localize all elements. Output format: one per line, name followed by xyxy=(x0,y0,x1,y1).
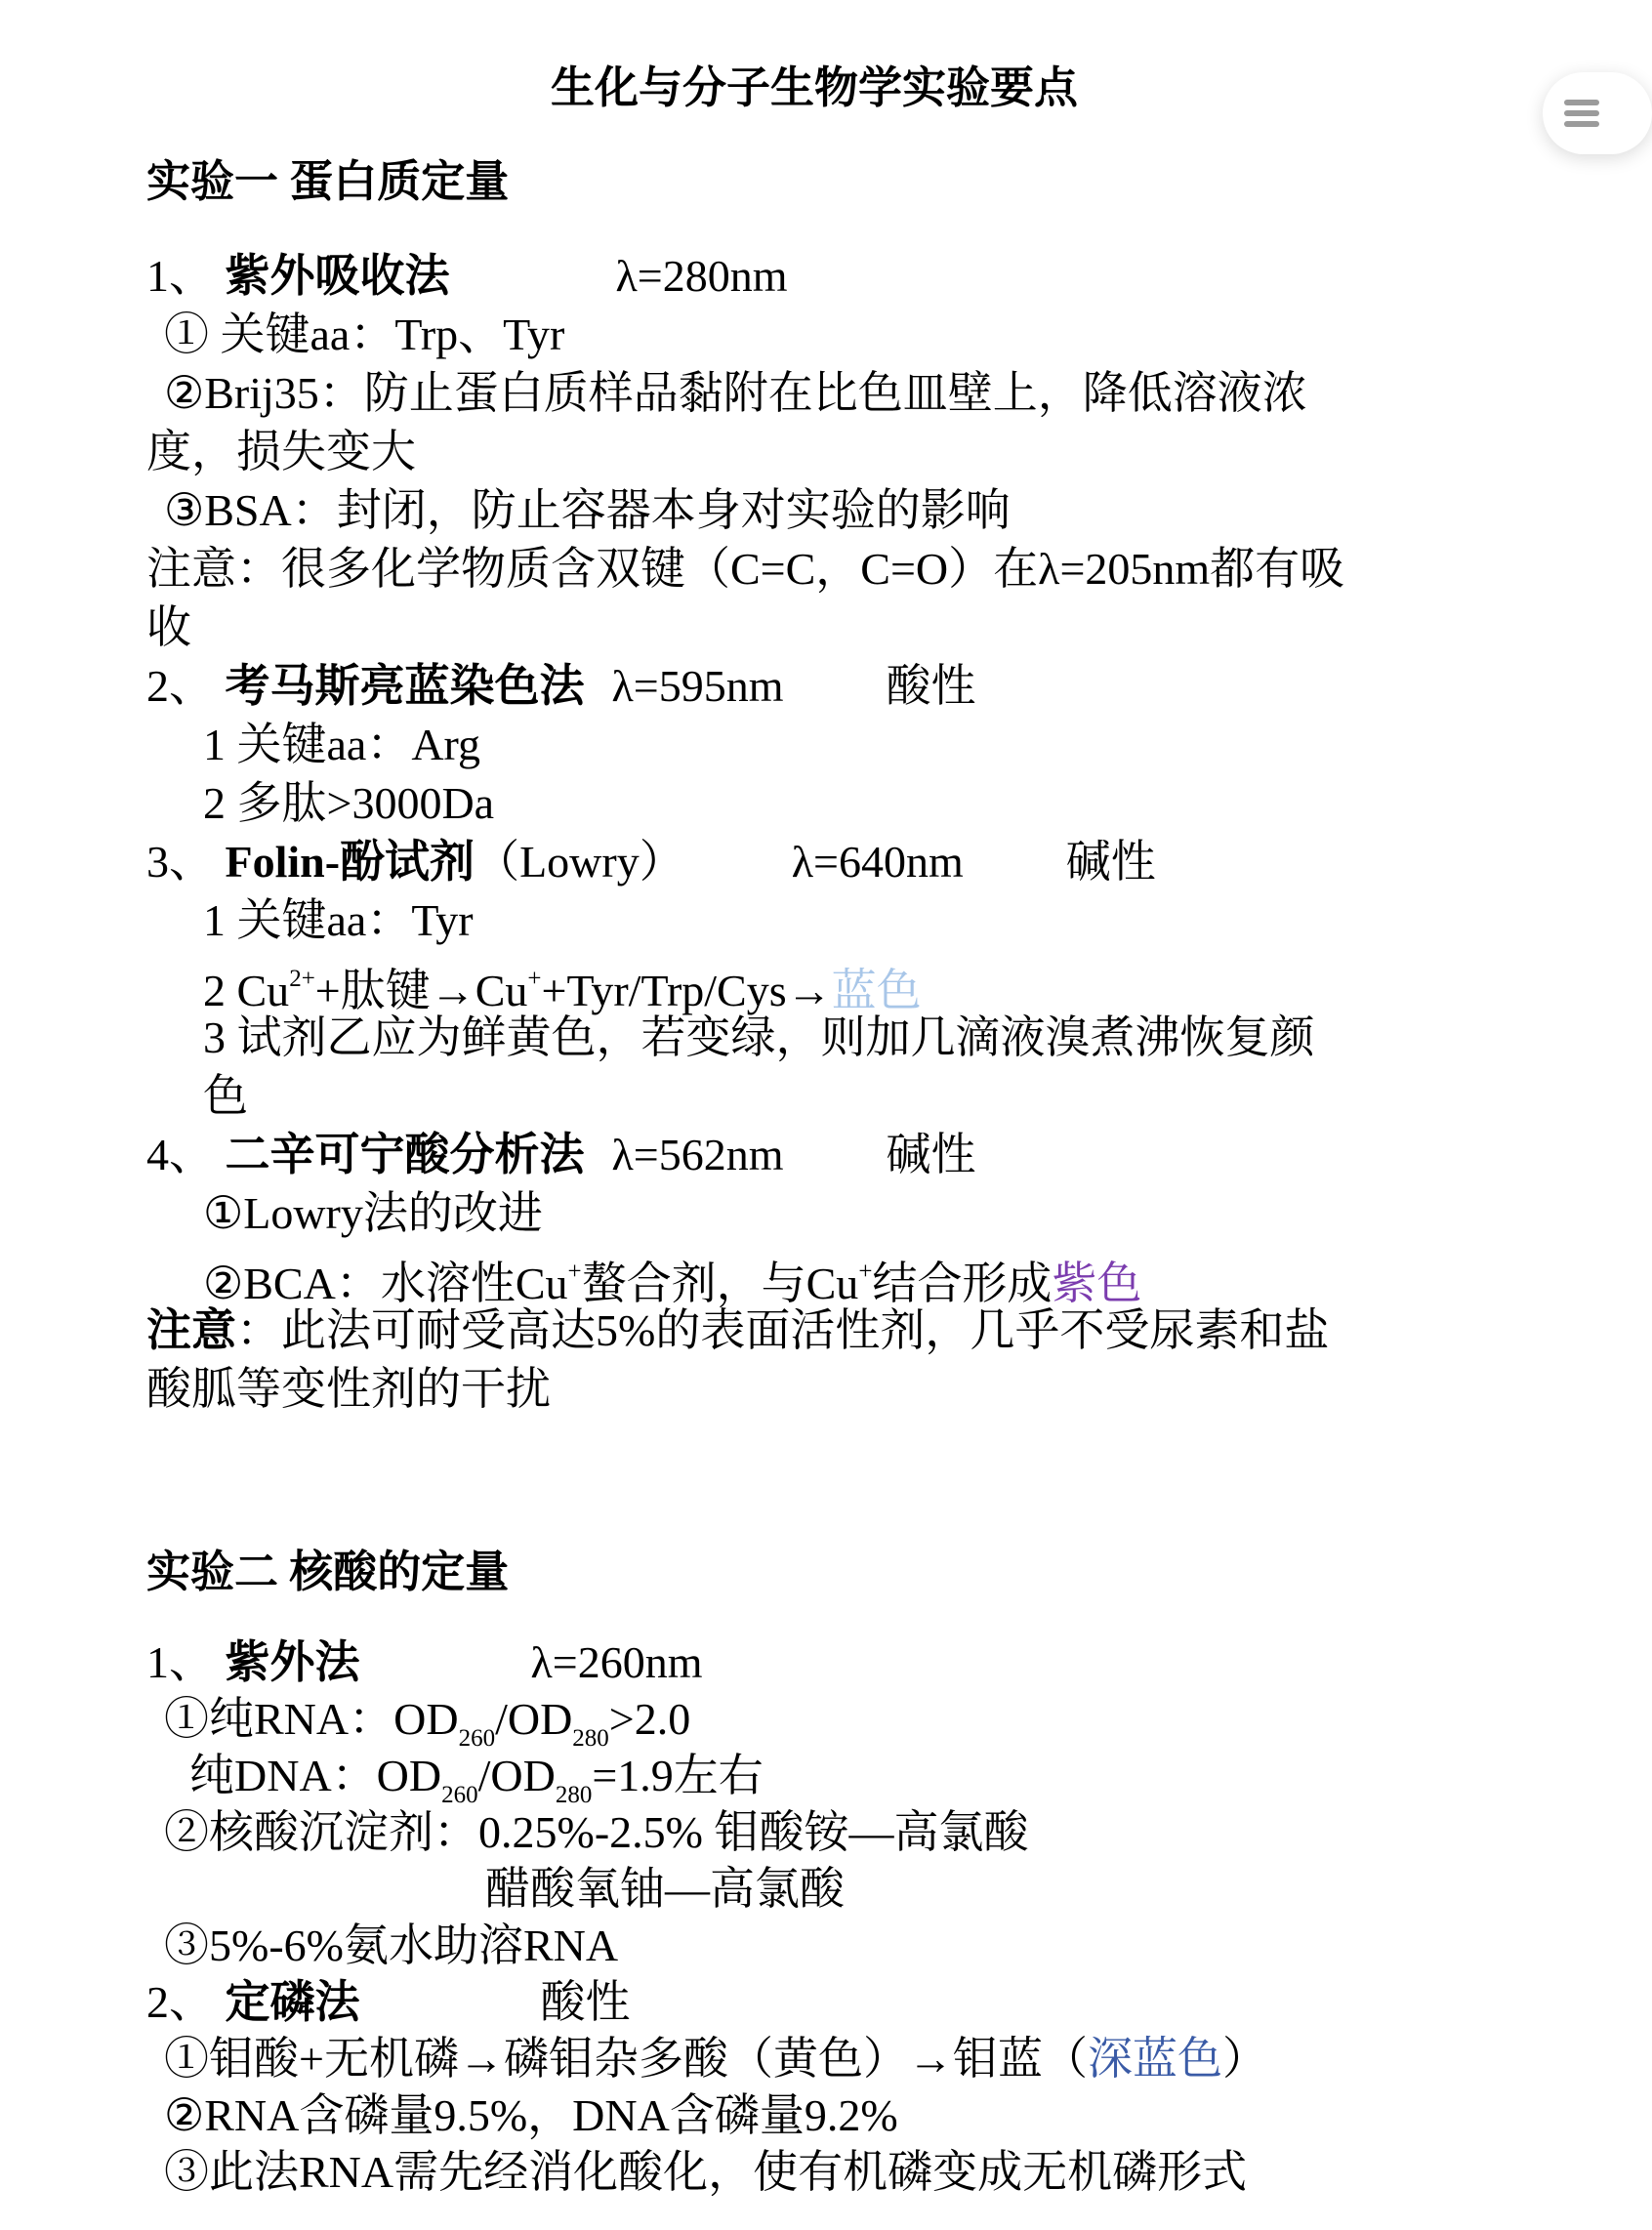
text-segment: 注意：很多化学物质含双键（C=C，C=O）在λ=205nm都有吸 xyxy=(146,544,1345,594)
text-segment: /OD xyxy=(477,1751,556,1800)
text-line xyxy=(146,306,1521,364)
text-segment: 2 多肽>3000Da xyxy=(203,778,495,828)
spacer xyxy=(784,700,887,701)
text-segment: ①Lowry法的改进 xyxy=(203,1188,543,1238)
text-line xyxy=(146,891,1521,950)
text-segment: 紫色 xyxy=(1052,1259,1142,1308)
text-segment: （Lowry） xyxy=(475,837,684,887)
text-line xyxy=(146,2087,1521,2144)
text-line xyxy=(146,1861,1521,1918)
spacer xyxy=(784,1169,887,1170)
text-segment: 酸胍等变性剂的干扰 xyxy=(146,1364,551,1414)
text-segment: 酸性 xyxy=(886,661,976,711)
text-segment: >2.0 xyxy=(608,1694,691,1744)
text-segment: 2、 xyxy=(146,1977,226,2027)
text-segment: + xyxy=(567,1259,582,1285)
text-line xyxy=(146,1243,1521,1308)
text-segment: 1、 xyxy=(146,1637,226,1687)
spacer xyxy=(360,2016,541,2017)
text-segment: 螯合剂，与Cu xyxy=(581,1259,859,1308)
spacer xyxy=(585,1169,612,1170)
text-segment: 收 xyxy=(146,602,191,652)
text-line xyxy=(146,833,1521,891)
text-segment: ①钼酸+无机磷→磷钼杂多酸（黄色）→钼蓝（ xyxy=(164,2034,1088,2084)
text-line xyxy=(146,1634,1521,1691)
text-segment: +Tyr/Trp/Cys→ xyxy=(541,966,832,1015)
text-line xyxy=(146,1009,1521,1067)
text-segment: 3 试剂乙应为鲜黄色，若变绿，则加几滴液溴煮沸恢复颜 xyxy=(203,1012,1315,1062)
text-segment: Folin-酚试剂 xyxy=(225,837,475,887)
text-segment: ②BCA：水溶性Cu xyxy=(203,1259,568,1308)
text-segment: 1 关键aa：Arg xyxy=(203,720,481,769)
text-line xyxy=(146,1360,1521,1419)
menu-bar xyxy=(1564,110,1599,116)
text-segment: 二辛可宁酸分析法 xyxy=(225,1130,585,1179)
text-line xyxy=(146,1974,1521,2031)
text-segment: 1 关键aa：Tyr xyxy=(203,895,474,945)
text-line xyxy=(146,1748,1521,1808)
text-line xyxy=(146,423,1521,481)
text-segment: λ=260nm xyxy=(530,1637,703,1687)
text-segment: 考马斯亮蓝染色法 xyxy=(225,661,585,711)
spacer xyxy=(450,290,616,291)
spacer xyxy=(684,876,792,877)
text-segment: 4、 xyxy=(146,1130,226,1179)
text-line xyxy=(146,481,1521,540)
text-segment: 280 xyxy=(572,1725,609,1752)
text-segment: λ=595nm xyxy=(611,661,784,711)
text-segment: 蓝色 xyxy=(831,966,922,1015)
menu-button[interactable] xyxy=(1543,72,1652,154)
text-line xyxy=(146,2031,1521,2087)
text-segment: ① 关键aa：Trp、Tyr xyxy=(164,310,565,359)
text-segment: 2+ xyxy=(289,966,315,992)
section-heading: 实验二 核酸的定量 xyxy=(146,1548,510,1596)
document-body xyxy=(0,152,1629,2201)
text-segment: 260 xyxy=(458,1725,496,1752)
text-segment: ：此法可耐受高达5%的表面活性剂，几乎不受尿素和盐 xyxy=(236,1305,1330,1355)
text-segment: 色 xyxy=(203,1071,248,1121)
text-line xyxy=(146,950,1521,1015)
text-line xyxy=(146,1184,1521,1243)
text-segment: 碱性 xyxy=(886,1130,976,1179)
text-segment: 酸性 xyxy=(540,1977,631,2027)
text-line xyxy=(146,1691,1521,1752)
text-segment: λ=640nm xyxy=(791,837,964,887)
text-segment: 紫外吸收法 xyxy=(225,251,450,301)
text-segment: 度，损失变大 xyxy=(146,427,416,476)
text-line xyxy=(146,1918,1521,1974)
text-segment: 紫外法 xyxy=(225,1637,360,1687)
notes-page xyxy=(0,59,1629,2230)
text-segment: +肽键→Cu xyxy=(314,966,528,1015)
document-title: 生化与分子生物学实验要点 xyxy=(550,63,1078,112)
text-line xyxy=(146,1067,1521,1126)
section xyxy=(146,152,1521,1419)
text-segment: + xyxy=(527,966,542,992)
text-segment: 深蓝色 xyxy=(1087,2034,1222,2084)
text-segment: 纯DNA：OD xyxy=(189,1751,442,1800)
text-segment: 280 xyxy=(555,1782,593,1808)
text-segment: 注意 xyxy=(146,1305,236,1355)
text-segment: ②核酸沉淀剂：0.25%-2.5% 钼酸铵—高氯酸 xyxy=(164,1807,1029,1857)
text-line xyxy=(146,1301,1521,1360)
text-line xyxy=(146,599,1521,657)
text-segment: 结合形成 xyxy=(872,1259,1053,1308)
text-segment: + xyxy=(858,1259,873,1285)
text-segment: 2 Cu xyxy=(203,966,290,1015)
text-segment: 1、 xyxy=(146,251,226,301)
text-segment: λ=562nm xyxy=(611,1130,784,1179)
text-segment: ③5%-6%氨水助溶RNA xyxy=(164,1920,619,1970)
text-segment: =1.9左右 xyxy=(592,1751,764,1800)
text-segment: ②RNA含磷量9.5%，DNA含磷量9.2% xyxy=(164,2090,898,2140)
text-segment: ③此法RNA需先经消化酸化，使有机磷变成无机磷形式 xyxy=(164,2147,1248,2197)
text-line xyxy=(146,1126,1521,1184)
hamburger-icon xyxy=(1564,100,1599,127)
text-segment: λ=280nm xyxy=(615,251,788,301)
text-line xyxy=(146,540,1521,599)
spacer xyxy=(585,700,612,701)
spacer xyxy=(964,876,1066,877)
menu-bar xyxy=(1564,121,1599,127)
text-segment: 260 xyxy=(441,1782,478,1808)
text-segment: 3、 xyxy=(146,837,226,887)
section-heading: 实验一 蛋白质定量 xyxy=(146,157,510,206)
text-segment: ①纯RNA：OD xyxy=(164,1694,459,1744)
text-line xyxy=(146,774,1521,833)
text-line xyxy=(146,247,1521,306)
text-segment: ②Brij35：防止蛋白质样品黏附在比色皿壁上，降低溶液浓 xyxy=(164,368,1307,418)
text-segment: 醋酸氧铀—高氯酸 xyxy=(485,1864,845,1914)
text-line xyxy=(146,364,1521,423)
text-segment: ③BSA：封闭，防止容器本身对实验的影响 xyxy=(164,485,1011,535)
text-line xyxy=(146,1804,1521,1861)
text-line xyxy=(146,2144,1521,2201)
text-segment: 碱性 xyxy=(1065,837,1156,887)
menu-bar xyxy=(1564,100,1599,105)
spacer xyxy=(360,1676,531,1677)
text-line xyxy=(146,716,1521,774)
text-segment: 定磷法 xyxy=(225,1977,360,2027)
text-segment: 2、 xyxy=(146,661,226,711)
text-line xyxy=(146,657,1521,716)
text-segment: ） xyxy=(1221,2034,1267,2084)
text-segment: /OD xyxy=(495,1694,573,1744)
section xyxy=(146,1543,1521,2201)
